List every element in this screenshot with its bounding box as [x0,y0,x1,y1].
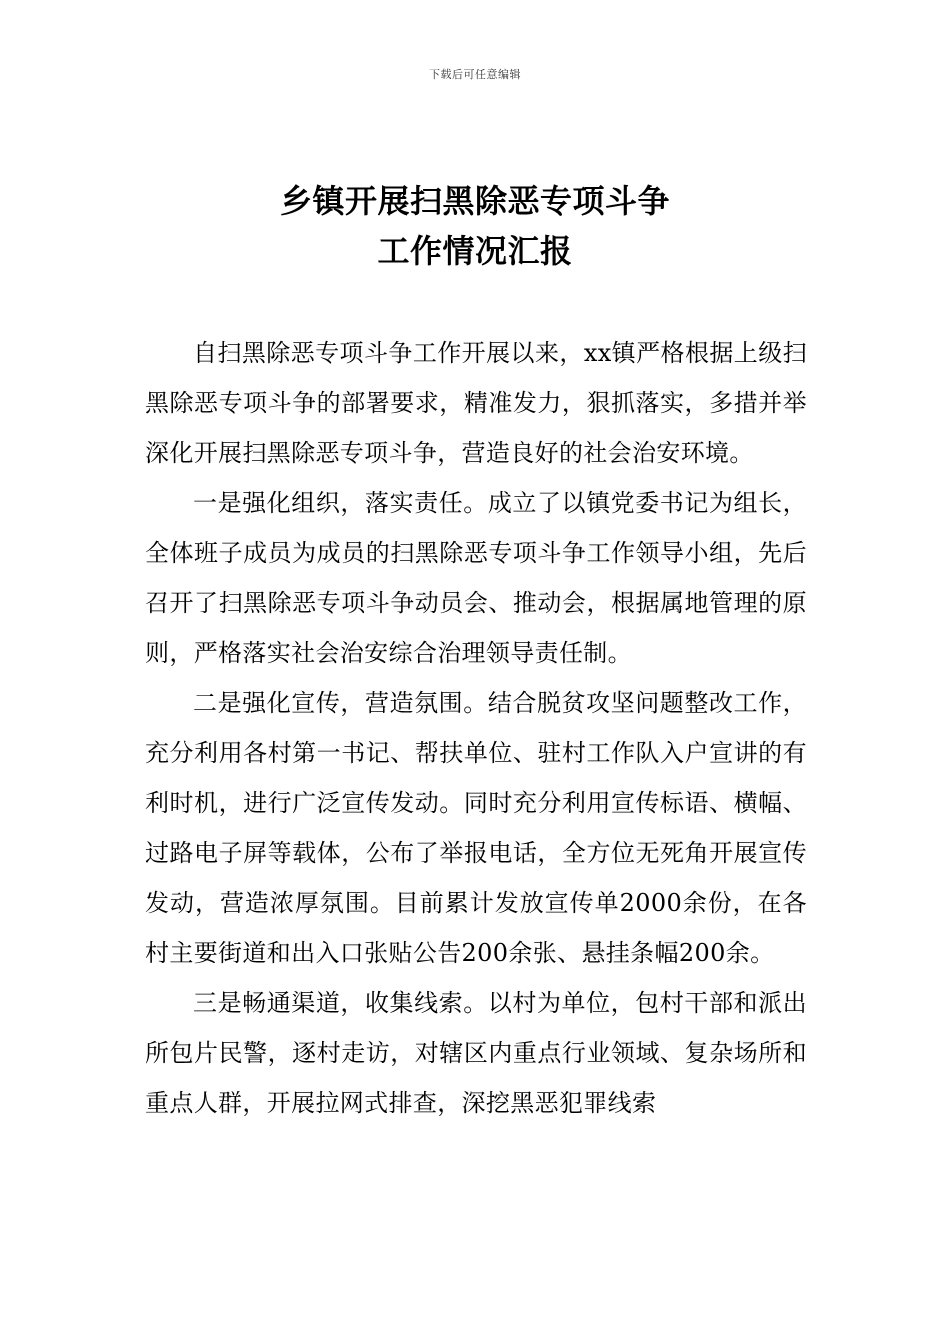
title-line-2: 工作情况汇报 [377,232,573,270]
paragraph-channels: 三是畅通渠道，收集线索。以村为单位，包村干部和派出所包片民警，逐村走访，对辖区内重点行业领域、复杂场所和重点人群，开展拉网式排查，深挖黑恶犯罪线索 [145,989,807,1117]
title-line-1: 乡镇开展扫黑除恶专项斗争 [279,182,670,220]
paragraph-publicity: 二是强化宣传，营造氛围。结合脱贫攻坚问题整改工作，充分利用各村第一书记、帮扶单位、驻村工作队入户宣讲的有利时机，进行广泛宣传发动。同时充分利用宣传标语、横幅、过路电子屏等载体，公布了举报电话，全方位无死角开展宣传发动，营造浓厚氛围。目前累计发放宣传单2000余份，在各村主要街道和出入口张贴公告200余张、悬挂条幅200余。 [145,689,807,967]
paragraph-intro: 自扫黑除恶专项斗争工作开展以来，xx镇严格根据上级扫黑除恶专项斗争的部署要求，精准发力，狠抓落实，多措并举深化开展扫黑除恶专项斗争，营造良好的社会治安环境。 [145,339,807,467]
header-note: 下载后可任意编辑 [429,68,521,81]
document-body [145,328,807,1128]
document-title [0,176,950,276]
paragraph-organization: 一是强化组织，落实责任。成立了以镇党委书记为组长，全体班子成员为成员的扫黑除恶专项斗争工作领导小组，先后召开了扫黑除恶专项斗争动员会、推动会，根据属地管理的原则，严格落实社会治安综合治理领导责任制。 [145,489,807,667]
